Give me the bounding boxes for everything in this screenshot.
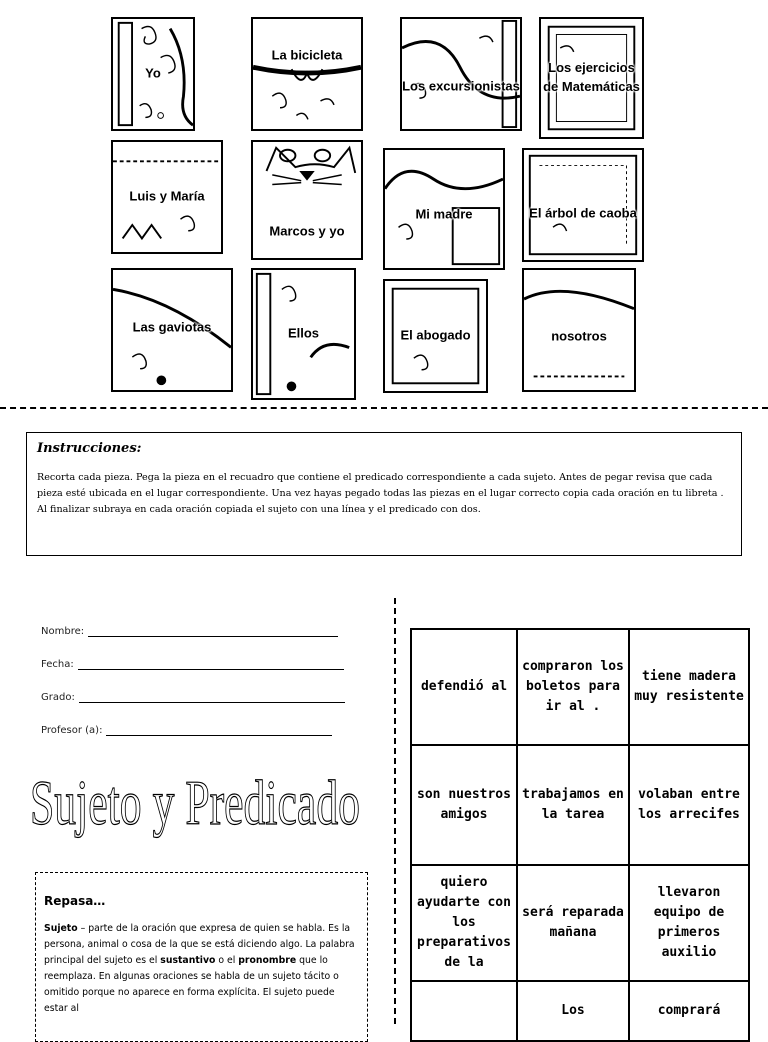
piece-bicicleta[interactable]: [251, 17, 363, 131]
predicate-cell[interactable]: son nuestros amigos: [411, 745, 517, 865]
predicate-cell[interactable]: trabajamos en la tarea: [517, 745, 629, 865]
piece-ellos[interactable]: [251, 268, 356, 400]
piece-label: Marcos y yo: [269, 224, 345, 240]
instructions-box: [26, 432, 742, 556]
table-row: [411, 745, 749, 865]
grado-field[interactable]: [41, 692, 345, 703]
grado-label: Grado:: [41, 692, 75, 703]
piece-yo[interactable]: [111, 17, 195, 131]
piece-arbol[interactable]: [522, 148, 644, 262]
page-title: [30, 760, 366, 840]
doodle-pattern-icon: [402, 19, 520, 129]
predicate-cell[interactable]: comprará: [629, 981, 749, 1041]
piece-label: Los excursionistas: [402, 78, 520, 94]
predicate-grid: [410, 628, 750, 1042]
piece-label: nosotros: [551, 328, 607, 344]
bow-pattern-icon: [253, 19, 361, 129]
piece-abogado[interactable]: [383, 279, 488, 393]
table-row: [411, 865, 749, 981]
predicate-cell[interactable]: llevaron equipo de primeros auxilio: [629, 865, 749, 981]
repasa-text: Sujeto – parte de la oración que expresa de quien se habla. Es la persona, animal o cosa de la que se está diciendo algo. La palabra principal del sujeto es el sustantivo o el pronombre que lo reemplaza. En algunas oraciones se habla de un sujeto tácito o omitido porque no aparece en forma explícita. El sujeto puede estar al: [44, 923, 355, 1014]
piece-gaviotas[interactable]: [111, 268, 233, 392]
piece-label: Yo: [145, 65, 161, 81]
fecha-field[interactable]: [41, 659, 344, 670]
piece-nosotros[interactable]: [522, 268, 636, 392]
instructions-title: Instrucciones:: [37, 441, 142, 456]
predicate-cell[interactable]: defendió al: [411, 629, 517, 745]
piece-label: Ellos: [287, 325, 320, 341]
profesor-label: Profesor (a):: [41, 725, 103, 736]
repasa-box: [35, 872, 368, 1042]
table-row: [411, 629, 749, 745]
predicate-cell[interactable]: [411, 981, 517, 1041]
piece-label: Mi madre: [415, 206, 473, 222]
repasa-heading: Repasa…: [44, 894, 106, 908]
table-row: [411, 981, 749, 1041]
predicate-cell[interactable]: Los: [517, 981, 629, 1041]
profesor-field[interactable]: [41, 725, 332, 736]
nombre-label: Nombre:: [41, 626, 85, 637]
piece-label: Las gaviotas: [132, 319, 212, 335]
fecha-label: Fecha:: [41, 659, 74, 670]
vertical-cut-line: [394, 598, 396, 1024]
piece-madre[interactable]: [383, 148, 505, 270]
predicate-cell[interactable]: volaban entre los arrecifes: [629, 745, 749, 865]
piece-ejercicios[interactable]: [539, 17, 644, 139]
piece-label: La bicicleta: [271, 47, 343, 63]
instructions-text: Recorta cada pieza. Pega la pieza en el recuadro que contiene el predicado correspondiente a cada sujeto. Antes de pegar revisa que cada pieza esté ubicada en el lugar correspondiente. Una vez hayas pegado todas las piezas en el lugar correcto copia cada oración en tu libreta . Al finalizar subraya en cada oración copiada el sujeto con una línea y el predicado con dos.: [37, 472, 724, 515]
piece-label: El abogado: [400, 327, 471, 343]
piece-label: Luis y María: [129, 188, 205, 204]
predicate-cell[interactable]: será reparada mañana: [517, 865, 629, 981]
predicate-cell[interactable]: tiene madera muy resistente: [629, 629, 749, 745]
svg-text:Sujeto y Predicado: Sujeto y Predicado: [30, 767, 360, 838]
nombre-field[interactable]: [41, 626, 338, 637]
piece-marcos[interactable]: [251, 140, 363, 260]
cut-line: [0, 407, 768, 409]
piece-excursionistas[interactable]: [400, 17, 522, 131]
piece-label: Los ejercicios de Matemáticas: [543, 60, 640, 94]
piece-luis[interactable]: [111, 140, 223, 254]
predicate-cell[interactable]: compraron los boletos para ir al .: [517, 629, 629, 745]
piece-label: El árbol de caoba: [529, 205, 637, 221]
predicate-cell[interactable]: quiero ayudarte con los preparativos de la: [411, 865, 517, 981]
